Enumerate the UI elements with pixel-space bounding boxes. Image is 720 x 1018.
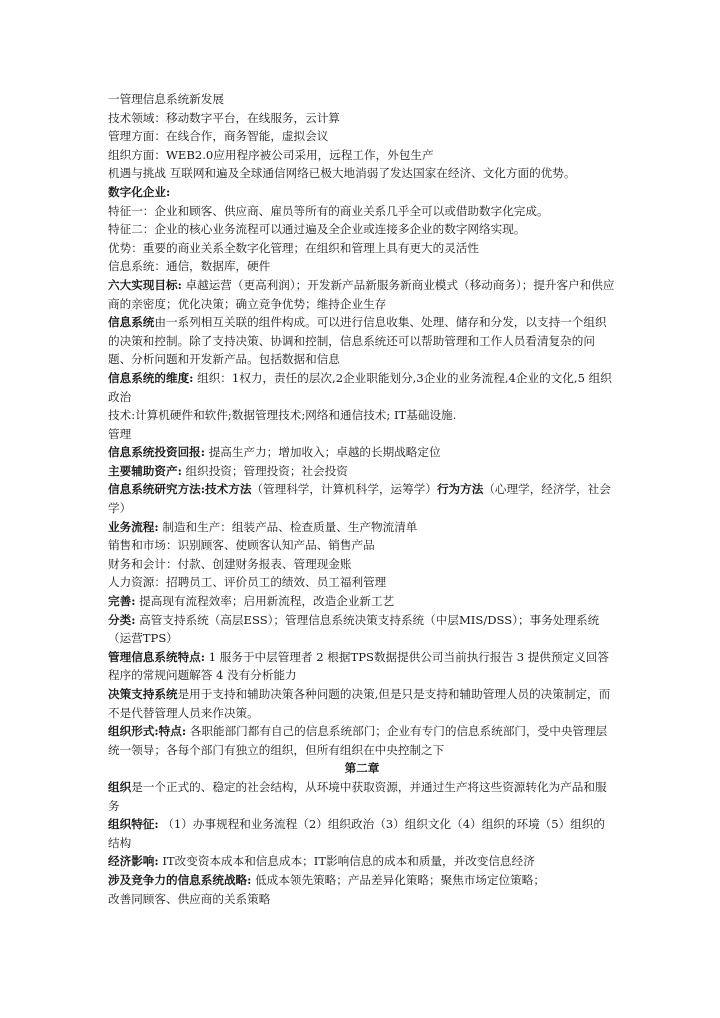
text-line: [108, 592, 616, 611]
line-label: 决策支持系统: [108, 687, 178, 701]
text-line: [108, 183, 616, 202]
text-line: [108, 685, 616, 722]
line-text: 由一系列相互关联的组件构成。可以进行信息收集、处理、储存和分发，以支持一个组织的决策和控制。除了支持决策、协调和控制，信息系统还可以帮助管理和工作人员看清复杂的问题、分析问题和开发新产品。包括数据和信息: [108, 315, 607, 367]
line-text: 制造和生产：组装产品、检查质量、生产物流清单: [158, 519, 418, 534]
line-text: 改善同顾客、供应商的关系策略: [108, 891, 271, 906]
line-text: （管理科学，计算机科学，运筹学）: [251, 482, 437, 497]
line-text: 人力资源：招聘员工、评价员工的绩效、员工福利管理: [108, 575, 387, 590]
line-text: （1）办事规程和业务流程（2）组织政治（3）组织文化（4）组织的环境（5）组织的结构: [108, 817, 606, 850]
text-line: [108, 239, 616, 258]
line-label: 六大实现目标:: [108, 277, 182, 292]
text-line: [108, 127, 616, 146]
line-text: 优势：重要的商业关系全数字化管理；在组织和管理上具有更大的灵活性: [108, 240, 480, 255]
section-chapter-1: [108, 90, 616, 759]
document-body: [108, 90, 616, 908]
line-label: 主要辅助资产:: [108, 463, 182, 478]
line-text: 销售和市场：识别顾客、使顾客认知产品、销售产品: [108, 538, 375, 553]
text-line: [108, 202, 616, 221]
line-text: 1 服务于中层管理者 2 根据TPS数据提供公司当前执行报告 3 提供预定义回答程序的常规问题解答 4 没有分析能力: [108, 649, 609, 683]
text-line: [108, 778, 616, 815]
text-line: [108, 536, 616, 555]
text-line: [108, 555, 616, 574]
line-text: （心理学，经济学，社会学）: [108, 482, 611, 516]
line-text: 特征一：企业和顾客、供应商、雇员等所有的商业关系几乎全可以或借助数字化完成。: [108, 203, 549, 218]
text-line: [108, 220, 616, 239]
line-text: 技术:计算机硬件和软件;数据管理技术;网络和通信技术; IT基础设施.: [108, 408, 457, 423]
line-text: 特征二：企业的核心业务流程可以通过遍及全企业或连接多企业的数字网络实现。: [108, 222, 526, 237]
line-label: 业务流程:: [108, 519, 159, 534]
text-line: [108, 146, 616, 165]
text-line: [108, 257, 616, 276]
text-line: [108, 871, 616, 890]
line-label: 信息系统的维度:: [108, 370, 194, 385]
line-text: 组织：1权力，责任的层次,2企业职能划分,3企业的业务流程,4企业的文化,5 组织政治: [108, 370, 612, 404]
line-text: 高管支持系统（高层ESS）；管理信息系统决策支持系统（中层MIS/DSS）；事务处理系统（运营TPS）: [108, 612, 600, 646]
line-text: 一管理信息系统新发展: [108, 92, 224, 106]
text-line: [108, 722, 616, 759]
line-text: 卓越运营（更高利润）；开发新产品新服务新商业模式（移动商务）；提升客户和供应商的亲密度；优化决策；确立竞争优势；维持企业生存: [108, 277, 615, 311]
line-text: 低成本领先策略；产品差异化策略；聚焦市场定位策略；: [251, 872, 545, 887]
line-text: 财务和会计：付款、创建财务报表、管理现金账: [108, 556, 352, 571]
line-text: 组织投资；管理投资；社会投资: [181, 463, 348, 478]
section-chapter-2: [108, 778, 616, 908]
line-text: 技术领域：移动数字平台，在线服务，云计算: [108, 110, 340, 125]
line-text: 组织方面：WEB2.0应用程序被公司采用，远程工作，外包生产: [108, 147, 434, 162]
line-text: IT改变资本成本和信息成本；IT影响信息的成本和质量，并改变信息经济: [158, 854, 535, 869]
text-line: [108, 890, 616, 909]
line-label: 完善:: [108, 594, 136, 609]
text-line: [108, 518, 616, 537]
line-label: 行为方法: [436, 482, 484, 497]
text-line: [108, 313, 616, 369]
text-line: [108, 573, 616, 592]
line-label: 信息系统投资回报:: [108, 445, 206, 460]
text-line: [108, 443, 616, 462]
line-label: 经济影响:: [108, 854, 159, 869]
line-label: 数字化企业:: [108, 184, 171, 199]
line-label: 组织: [108, 779, 132, 794]
line-label: 信息系统研究方法:: [108, 482, 206, 497]
line-label: 组织形式:: [108, 724, 159, 739]
text-line: [108, 852, 616, 871]
text-line: [108, 480, 616, 517]
text-line: [108, 164, 616, 183]
line-text: 是一个正式的、稳定的社会结构，从环境中获取资源，并通过生产将这些资源转化为产品和服务: [108, 779, 607, 813]
text-line: [108, 462, 616, 481]
line-text: 提高生产力；增加收入；卓越的长期战略定位: [205, 445, 441, 460]
text-line: [108, 276, 616, 313]
text-line: [108, 109, 616, 128]
line-label: 特点:: [158, 724, 187, 739]
text-line: [108, 815, 616, 852]
line-text: 信息系统：通信，数据库，硬件: [108, 259, 271, 274]
text-line: [108, 369, 616, 406]
text-line: [108, 90, 616, 109]
line-label: 管理信息系统特点:: [108, 649, 206, 664]
line-text: 管理: [108, 426, 132, 441]
chapter-title: 第二章: [344, 761, 380, 776]
line-label: 组织特征:: [108, 817, 159, 832]
line-text: 各职能部门都有自己的信息系统部门；企业有专门的信息系统部门，受中央管理层统一领导；各每个部门有独立的组织，但所有组织在中央控制之下: [108, 724, 608, 757]
line-text: 机遇与挑战 互联网和遍及全球通信网络已极大地消弱了发达国家在经济、文化方面的优势。: [108, 166, 576, 181]
text-line: [108, 425, 616, 444]
line-label: 技术方法: [205, 482, 252, 497]
text-line: [108, 406, 616, 425]
text-line: [108, 611, 616, 648]
text-line: [108, 648, 616, 685]
line-text: 提高现有流程效率；启用新流程，改造企业新工艺: [135, 594, 395, 609]
line-label: 分类:: [108, 612, 136, 627]
line-label: 涉及竞争力的信息系统战略:: [108, 872, 252, 887]
line-text: 是用于支持和辅助决策各种问题的决策,但是只是支持和辅助管理人员的决策制定，而不是代替管理人员来作决策。: [108, 687, 611, 720]
line-text: 管理方面：在线合作，商务智能，虚拟会议: [108, 129, 329, 144]
line-label: 信息系统: [108, 315, 155, 330]
